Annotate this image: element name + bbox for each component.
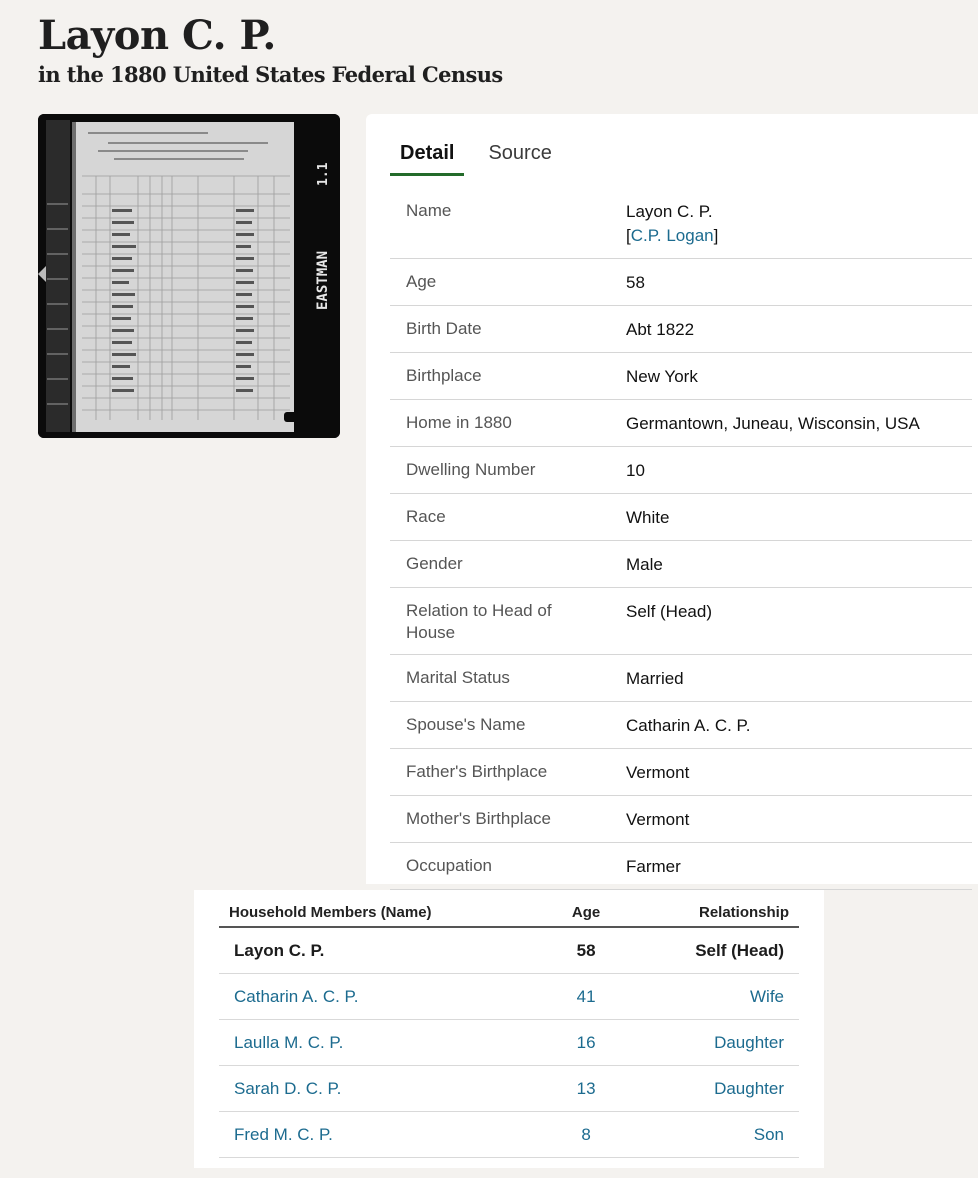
table-row [219, 927, 799, 974]
detail-row-birth-date [390, 306, 972, 353]
page-title: Layon C. P. [38, 12, 276, 59]
detail-value: Farmer [626, 857, 681, 876]
detail-label: Occupation [406, 856, 492, 875]
member-age[interactable]: 41 [550, 974, 623, 1020]
member-name-link[interactable]: Sarah D. C. P. [219, 1066, 550, 1112]
detail-label: Birth Date [406, 319, 482, 338]
member-name-link[interactable]: Fred M. C. P. [219, 1112, 550, 1158]
detail-value: 10 [626, 461, 645, 480]
detail-row-birthplace [390, 353, 972, 400]
detail-value: 58 [626, 273, 645, 292]
bracket-open: [ [626, 226, 631, 245]
household-table [219, 898, 799, 1158]
member-name-link[interactable]: Laulla M. C. P. [219, 1020, 550, 1066]
member-age[interactable]: 16 [550, 1020, 623, 1066]
detail-value: New York [626, 367, 698, 386]
alternate-name [626, 224, 972, 248]
member-relationship[interactable]: Daughter [622, 1066, 799, 1112]
detail-label: Spouse's Name [406, 715, 526, 734]
table-row[interactable] [219, 974, 799, 1020]
member-name-link[interactable]: Catharin A. C. P. [219, 974, 550, 1020]
member-age[interactable]: 8 [550, 1112, 623, 1158]
detail-row-race [390, 494, 972, 541]
member-relationship[interactable]: Son [622, 1112, 799, 1158]
household-members-panel [194, 890, 824, 1168]
column-header-relationship: Relationship [622, 898, 799, 927]
detail-value [626, 200, 972, 248]
detail-row-father-birthplace [390, 749, 972, 796]
member-relationship[interactable]: Wife [622, 974, 799, 1020]
detail-label: Mother's Birthplace [406, 809, 551, 828]
alternate-name-link[interactable]: C.P. Logan [630, 226, 714, 245]
detail-row-name [390, 188, 972, 259]
detail-value: Vermont [626, 763, 690, 782]
column-header-name: Household Members (Name) [219, 898, 550, 927]
tab-detail[interactable]: Detail [390, 138, 464, 176]
member-age: 58 [550, 927, 623, 974]
detail-value: Male [626, 555, 663, 574]
detail-row-gender [390, 541, 972, 588]
detail-row-marital-status [390, 655, 972, 702]
detail-label: Name [406, 201, 452, 220]
table-row[interactable] [219, 1020, 799, 1066]
film-strip-number: 1.1 [316, 162, 331, 186]
detail-row-dwelling [390, 447, 972, 494]
table-row[interactable] [219, 1112, 799, 1158]
detail-value: Abt 1822 [626, 320, 695, 339]
detail-row-age [390, 259, 972, 306]
detail-value: Self (Head) [626, 602, 712, 621]
record-detail-card [366, 114, 978, 884]
detail-label: Dwelling Number [406, 460, 536, 479]
member-relationship: Self (Head) [622, 927, 799, 974]
member-relationship[interactable]: Daughter [622, 1020, 799, 1066]
member-name: Layon C. P. [219, 927, 550, 974]
detail-label: Marital Status [406, 668, 510, 687]
member-age[interactable]: 13 [550, 1066, 623, 1112]
household-header-row [219, 898, 799, 927]
detail-value: Married [626, 669, 684, 688]
page-subtitle: in the 1880 United States Federal Census [38, 62, 503, 87]
detail-label: Father's Birthplace [406, 762, 548, 781]
detail-value: Vermont [626, 810, 690, 829]
tab-bar [390, 138, 576, 176]
detail-row-home [390, 400, 972, 447]
detail-list [390, 188, 972, 890]
detail-label: Birthplace [406, 366, 482, 385]
column-header-age: Age [550, 898, 623, 927]
detail-label: Age [406, 272, 437, 291]
film-strip-label: EASTMAN [315, 250, 331, 310]
detail-label: Race [406, 507, 446, 526]
detail-label: Home in 1880 [406, 413, 512, 432]
detail-row-relation [390, 588, 972, 655]
census-record-image[interactable] [38, 114, 340, 438]
detail-value: White [626, 508, 670, 527]
name-value: Layon C. P. [626, 202, 713, 221]
detail-value: Germantown, Juneau, Wisconsin, USA [626, 414, 920, 433]
table-row[interactable] [219, 1066, 799, 1112]
detail-label: Relation to Head of House [406, 601, 552, 642]
bracket-close: ] [713, 226, 719, 245]
detail-label: Gender [406, 554, 463, 573]
detail-row-spouse [390, 702, 972, 749]
detail-row-occupation [390, 843, 972, 890]
tab-source[interactable]: Source [488, 142, 552, 164]
detail-row-mother-birthplace [390, 796, 972, 843]
detail-value: Catharin A. C. P. [626, 716, 751, 735]
